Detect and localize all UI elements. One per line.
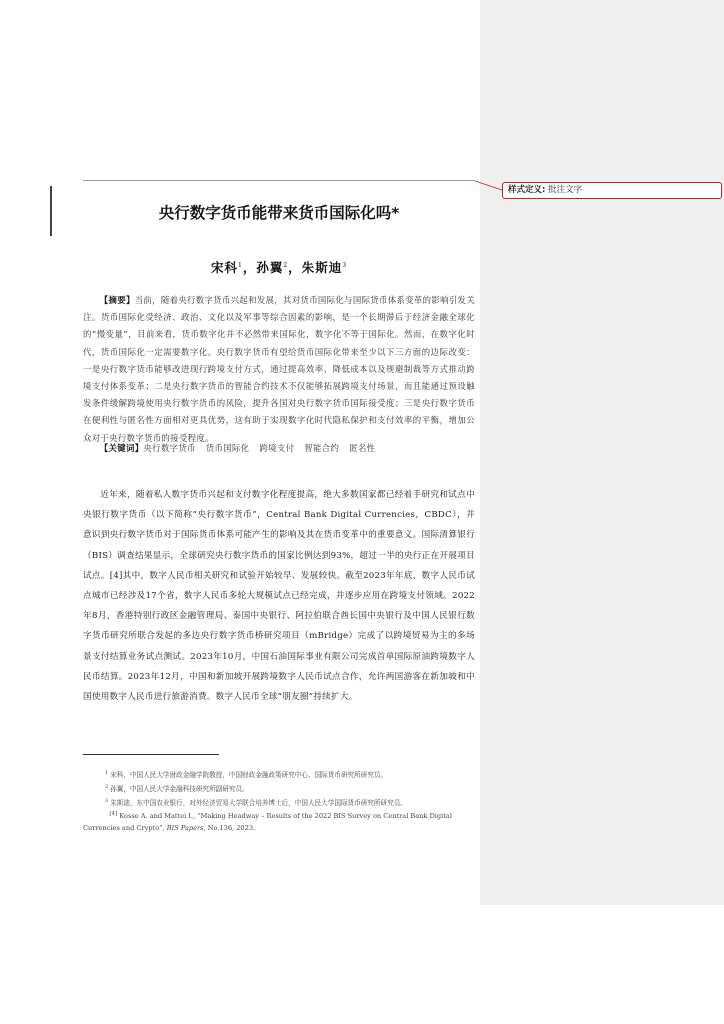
- keyword: 跨境支付: [259, 443, 295, 453]
- document-title: [83, 201, 475, 223]
- footnote-item: [83, 768, 475, 782]
- author-sup: 1: [237, 261, 243, 269]
- style-definition-comment[interactable]: [502, 182, 722, 199]
- footnote-text: 孙翼，中国人民大学金融科技研究所副研究员。: [110, 784, 249, 793]
- footnote-marker: 1: [105, 770, 109, 776]
- footnote-text: 朱斯迪，东中国农业银行，对外经济贸易大学联合培养博士后，中国人民大学国际货币研究所研究员。: [110, 798, 407, 807]
- keyword: 智能合约: [304, 443, 340, 453]
- reference-item: [83, 809, 475, 834]
- footnote-item: [83, 796, 475, 810]
- change-bar: [50, 186, 52, 236]
- title-mark: *: [391, 204, 400, 222]
- author-name: 孙翼: [256, 260, 284, 275]
- footnote-marker: 2: [105, 783, 109, 790]
- title-text: 央行数字货币能带来货币国际化吗: [158, 204, 392, 222]
- comment-label: 样式定义:: [508, 185, 546, 195]
- author-name: 朱斯迪: [301, 260, 343, 275]
- author-line: [83, 258, 475, 276]
- author-separator: ，: [288, 260, 302, 275]
- author-name: 宋科: [210, 260, 238, 275]
- abstract: [83, 292, 475, 447]
- keyword: 匿名性: [349, 443, 376, 453]
- author-sup: 3: [342, 261, 348, 269]
- footnotes: [83, 768, 475, 835]
- markup-pane-blank: [480, 905, 724, 1024]
- reference-tail: , No.136, 2023.: [203, 824, 256, 833]
- keyword: 货币国际化: [205, 443, 250, 453]
- author-sup: 2: [283, 261, 289, 269]
- abstract-text: 当前，随着央行数字货币兴起和发展，其对货币国际化与国际货币体系变革的影响引发关注。货币国际化受经济、政治、文化以及军事等综合因素的影响，是一个长期滞后于经济金融全球化的“慢变量”，目前来看，货币数字化并不必然带来国际化，数字化不等于国际化。然而，在数字化时代，货币国际化一定需要数字化。央行数字货币有望给货币国际化带来至少以下三方面的边际改变：一是央行数字货币能够改进现行跨境支付方式，通过提高效率、降低成本以及规避制裁等方式推动跨境支付体系变革；二是央行数字货币的智能合约技术不仅能够拓展跨境支付场景，而且能通过预设触发条件缓解跨境使用央行数字货币的风险，提升各国对央行数字货币国际接受度；三是央行数字货币在便利性与匿名性方面相对更具优势，这有助于实现数字化时代隐私保护和支付效率的平衡，增加公众对于央行数字货币的接受程度。: [83, 295, 475, 443]
- footnote-separator: [83, 754, 219, 755]
- reference-marker: [4]: [109, 811, 118, 818]
- reference-journal: BIS Papers: [166, 824, 204, 833]
- footnote-marker: 3: [105, 797, 109, 804]
- keyword: 央行数字货币: [143, 443, 196, 453]
- reference-text: Kosse A. and Mattei I., “Making Headway – Results of the 2022 BIS Survey on Central Bank Digital Currencies and Crypto”,: [83, 812, 452, 833]
- footnote-item: [83, 782, 475, 796]
- header-rule: [83, 180, 475, 181]
- comment-text: 批注文字: [548, 185, 583, 195]
- abstract-label: 【摘要】: [99, 295, 135, 305]
- markup-pane: [480, 0, 724, 905]
- footnote-text: 宋科，中国人民大学财政金融学院教授，中国财政金融政策研究中心、国际货币研究所研究员。: [110, 771, 388, 780]
- keywords: [83, 440, 475, 457]
- body-paragraph: 近年来，随着私人数字货币兴起和支付数字化程度提高，绝大多数国家都已经着手研究和试点中央银行数字货币（以下简称“央行数字货币”，Central Bank Digital Currencies，CBDC），并意识到央行数字货币对于国际货币体系可能产生的影响及其在货币变革中的重要意义。国际清算银行（BIS）调查结果显示，全球研究央行数字货币的国家比例达到93%，超过一半的央行正在开展项目试点。[4]其中，数字人民币相关研究和试验开始较早、发展较快。截至2023年年底，数字人民币试点城市已经涉及17个省，数字人民币多轮大规模试点已经完成，并逐步应用在跨境支付领域。2022年8月，香港特别行政区金融管理局、泰国中央银行、阿拉伯联合酋长国中央银行及中国人民银行数字货币研究所联合发起的多边央行数字货币桥研究项目（mBridge）完成了以跨境贸易为主的多场景支付结算业务试点测试。2023年10月，中国石油国际事业有限公司完成首单国际原油跨境数字人民币结算。2023年12月，中国和新加坡开展跨境数字人民币试点合作，允许两国游客在新加坡和中国使用数字人民币进行旅游消费。数字人民币全球“朋友圈”持续扩大。: [83, 490, 475, 703]
- keywords-label: 【关键词】: [99, 443, 144, 453]
- author-separator: ，: [242, 260, 257, 275]
